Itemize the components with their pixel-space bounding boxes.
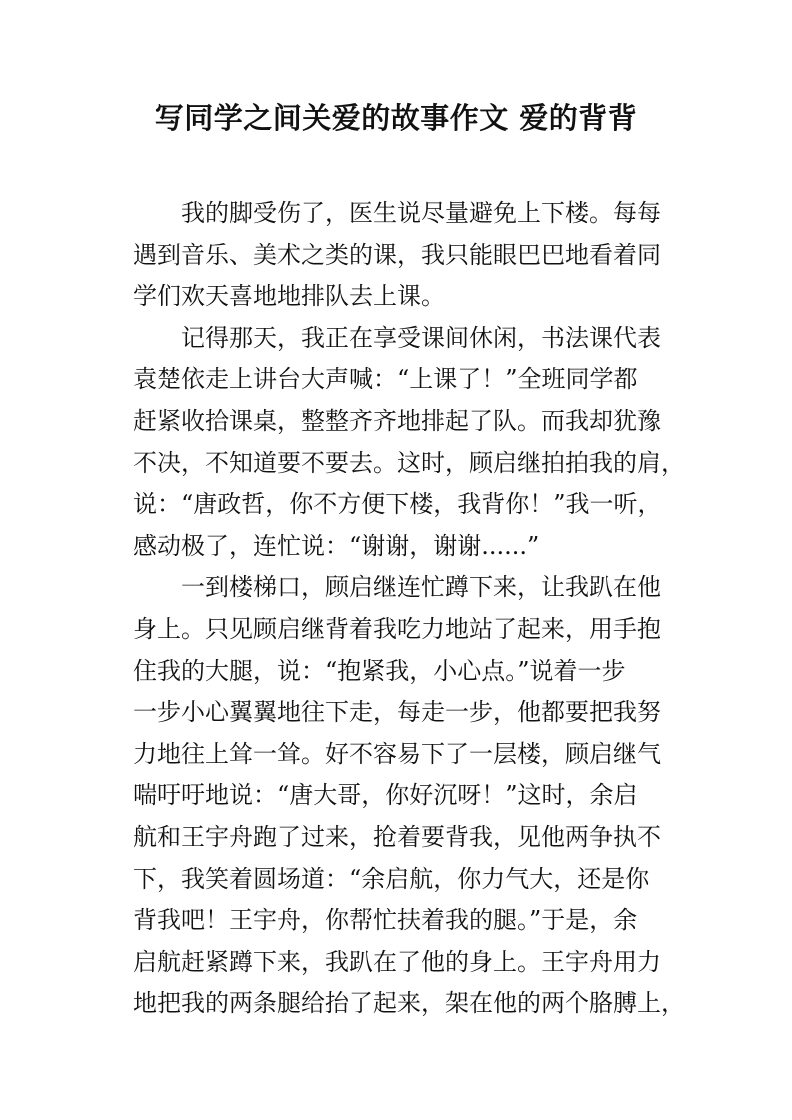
page-title: 写同学之间关爱的故事作文 爱的背背 [154, 101, 638, 135]
text-line: 身上。只见顾启继背着我吃力地站了起来，用手抱 [133, 614, 661, 643]
text-line: 不决，不知道要不要去。这时，顾启继拍拍我的肩， [133, 448, 685, 477]
text-line: 记得那天，我正在享受课间休闲，书法课代表 [181, 323, 661, 352]
text-line: 遇到音乐、美术之类的课，我只能眼巴巴地看着同 [133, 240, 661, 269]
text-line: 赶紧收拾课桌，整整齐齐地排起了队。而我却犹豫 [133, 406, 661, 435]
text-line: 住我的大腿，说：“抱紧我，小心点。”说着一步 [133, 656, 626, 685]
text-line: 我的脚受伤了，医生说尽量避免上下楼。每每 [181, 199, 661, 227]
text-line: 背我吧！王宇舟，你帮忙扶着我的腿。”于是，余 [133, 906, 638, 935]
text-line: 一步小心翼翼地往下走，每走一步，他都要把我努 [133, 698, 661, 727]
text-line: 感动极了，连忙说：“谢谢，谢谢......” [133, 531, 540, 560]
text-line: 下，我笑着圆场道：“余启航，你力气大，还是你 [133, 864, 650, 893]
text-line: 启航赶紧蹲下来，我趴在了他的身上。王宇舟用力 [133, 947, 661, 976]
text-line: 一到楼梯口，顾启继连忙蹲下来，让我趴在他 [181, 573, 661, 602]
text-line: 袁楚依走上讲台大声喊：“上课了！”全班同学都 [133, 365, 638, 394]
text-line: 喘吁吁地说：“唐大哥，你好沉呀！”这时，余启 [133, 781, 638, 810]
text-line: 航和王宇舟跑了过来，抢着要背我，见他两争执不 [133, 822, 661, 851]
text-line: 说：“唐政哲，你不方便下楼，我背你！”我一听， [133, 490, 662, 519]
text-line: 力地往上耸一耸。好不容易下了一层楼，顾启继气 [133, 739, 661, 768]
text-line: 学们欢天喜地地排队去上课。 [133, 282, 445, 311]
text-line: 地把我的两条腿给抬了起来，架在他的两个胳膊上， [133, 989, 685, 1018]
article-body [133, 193, 685, 1025]
